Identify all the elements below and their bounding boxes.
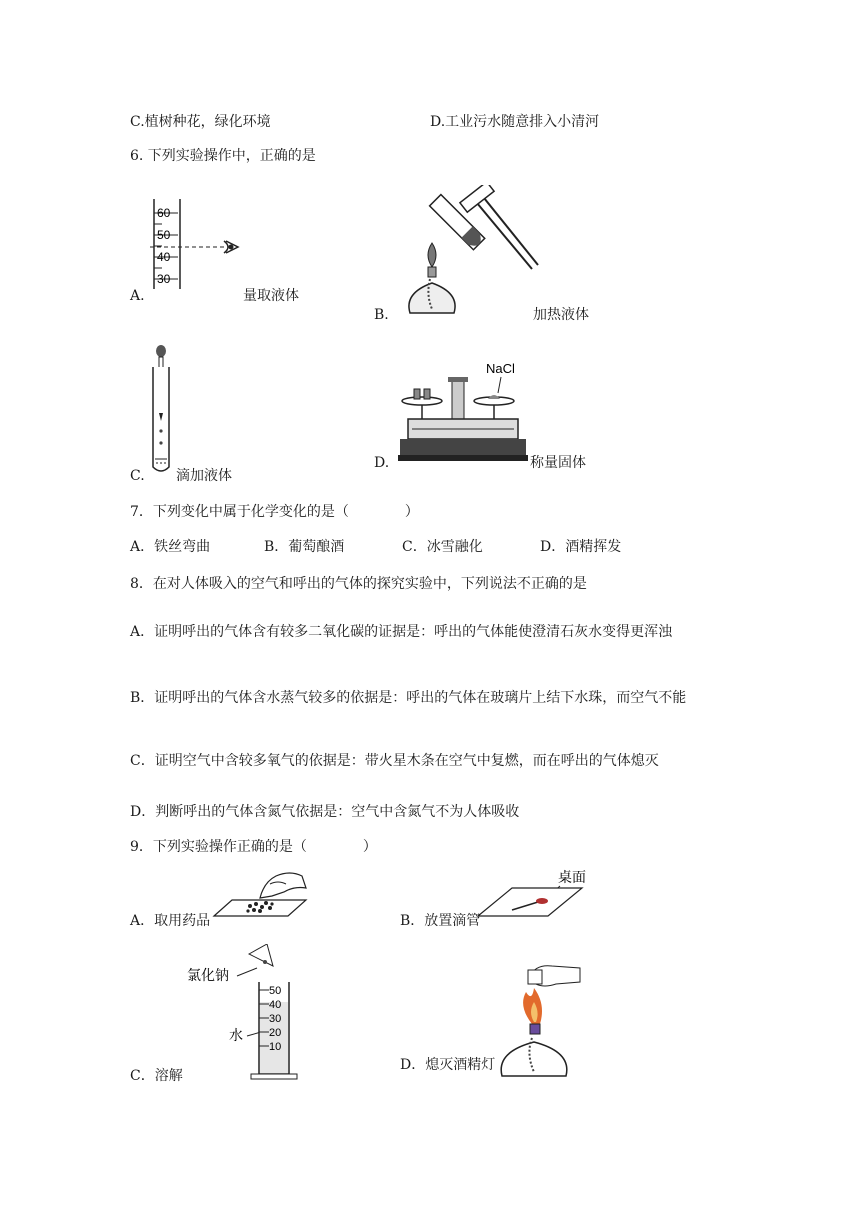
q9-stem: 9．下列实验操作正确的是（ ） bbox=[130, 839, 377, 855]
q6-d-caption: 称量固体 bbox=[530, 455, 586, 471]
q9-c-tick-40: 40 bbox=[269, 999, 282, 1011]
q9-d-figure bbox=[496, 958, 582, 1080]
q9-c-figure bbox=[185, 944, 305, 1080]
q8-option-a: A．证明呼出的气体含有较多二氧化碳的证据是：呼出的气体能使澄清石灰水变得更浑浊 bbox=[130, 624, 673, 640]
q6-c-caption: 滴加液体 bbox=[176, 468, 232, 484]
q9-c-tick-30: 30 bbox=[269, 1013, 282, 1025]
q8-option-d: D．判断呼出的气体含氮气依据是：空气中含氮气不为人体吸收 bbox=[130, 804, 520, 820]
q6-a-figure bbox=[148, 197, 248, 289]
q9-b-label: 桌面 bbox=[558, 869, 586, 885]
eye-icon bbox=[229, 245, 234, 250]
q9-a-caption: A．取用药品 bbox=[130, 913, 211, 929]
q6-a-tick-60: 60 bbox=[157, 206, 171, 220]
q9-b-figure bbox=[474, 866, 586, 928]
q9-c-tick-50: 50 bbox=[269, 985, 282, 997]
q6-d-label: NaCl bbox=[486, 361, 515, 376]
q8-option-b: B．证明呼出的气体含水蒸气较多的依据是：呼出的气体在玻璃片上结下水珠，而空气不能 bbox=[130, 690, 687, 706]
q5-option-d: D.工业污水随意排入小清河 bbox=[430, 114, 600, 130]
q9-a-figure bbox=[210, 866, 310, 928]
q6-d-letter: D. bbox=[374, 455, 390, 471]
q8-stem: 8．在对人体吸入的空气和呼出的气体的探究实验中，下列说法不正确的是 bbox=[130, 576, 587, 592]
q9-c-tick-20: 20 bbox=[269, 1027, 282, 1039]
q9-c-label-salt: 氯化钠 bbox=[187, 967, 229, 983]
q6-a-tick-50: 50 bbox=[157, 228, 171, 242]
q8-option-c: C．证明空气中含较多氧气的依据是：带火星木条在空气中复燃，而在呼出的气体熄灭 bbox=[130, 753, 659, 769]
q9-b-caption: B．放置滴管 bbox=[400, 913, 481, 929]
q6-a-tick-30: 30 bbox=[157, 272, 171, 286]
q9-c-label-water: 水 bbox=[229, 1027, 243, 1043]
q6-stem: 6. 下列实验操作中，正确的是 bbox=[130, 148, 316, 164]
q7-stem: 7．下列变化中属于化学变化的是（ ） bbox=[130, 504, 419, 520]
q6-b-caption: 加热液体 bbox=[533, 307, 589, 323]
q6-a-letter: A. bbox=[130, 288, 145, 304]
q6-d-figure bbox=[398, 355, 528, 465]
q6-a-tick-40: 40 bbox=[157, 250, 171, 264]
q6-b-figure bbox=[400, 185, 540, 320]
q7-option-d: D．酒精挥发 bbox=[540, 539, 622, 555]
q6-c-figure bbox=[146, 343, 176, 478]
q6-a-caption: 量取液体 bbox=[243, 288, 299, 304]
q6-b-letter: B. bbox=[374, 307, 389, 323]
q9-d-caption: D．熄灭酒精灯 bbox=[400, 1057, 496, 1073]
q9-c-caption: C．溶解 bbox=[130, 1068, 183, 1084]
q6-c-letter: C. bbox=[130, 468, 145, 484]
q7-option-b: B．葡萄酿酒 bbox=[264, 539, 345, 555]
q5-option-c: C.植树种花，绿化环境 bbox=[130, 114, 271, 130]
q7-option-a: A．铁丝弯曲 bbox=[130, 539, 211, 555]
q7-option-c: C．冰雪融化 bbox=[402, 539, 483, 555]
q9-c-tick-10: 10 bbox=[269, 1041, 282, 1053]
